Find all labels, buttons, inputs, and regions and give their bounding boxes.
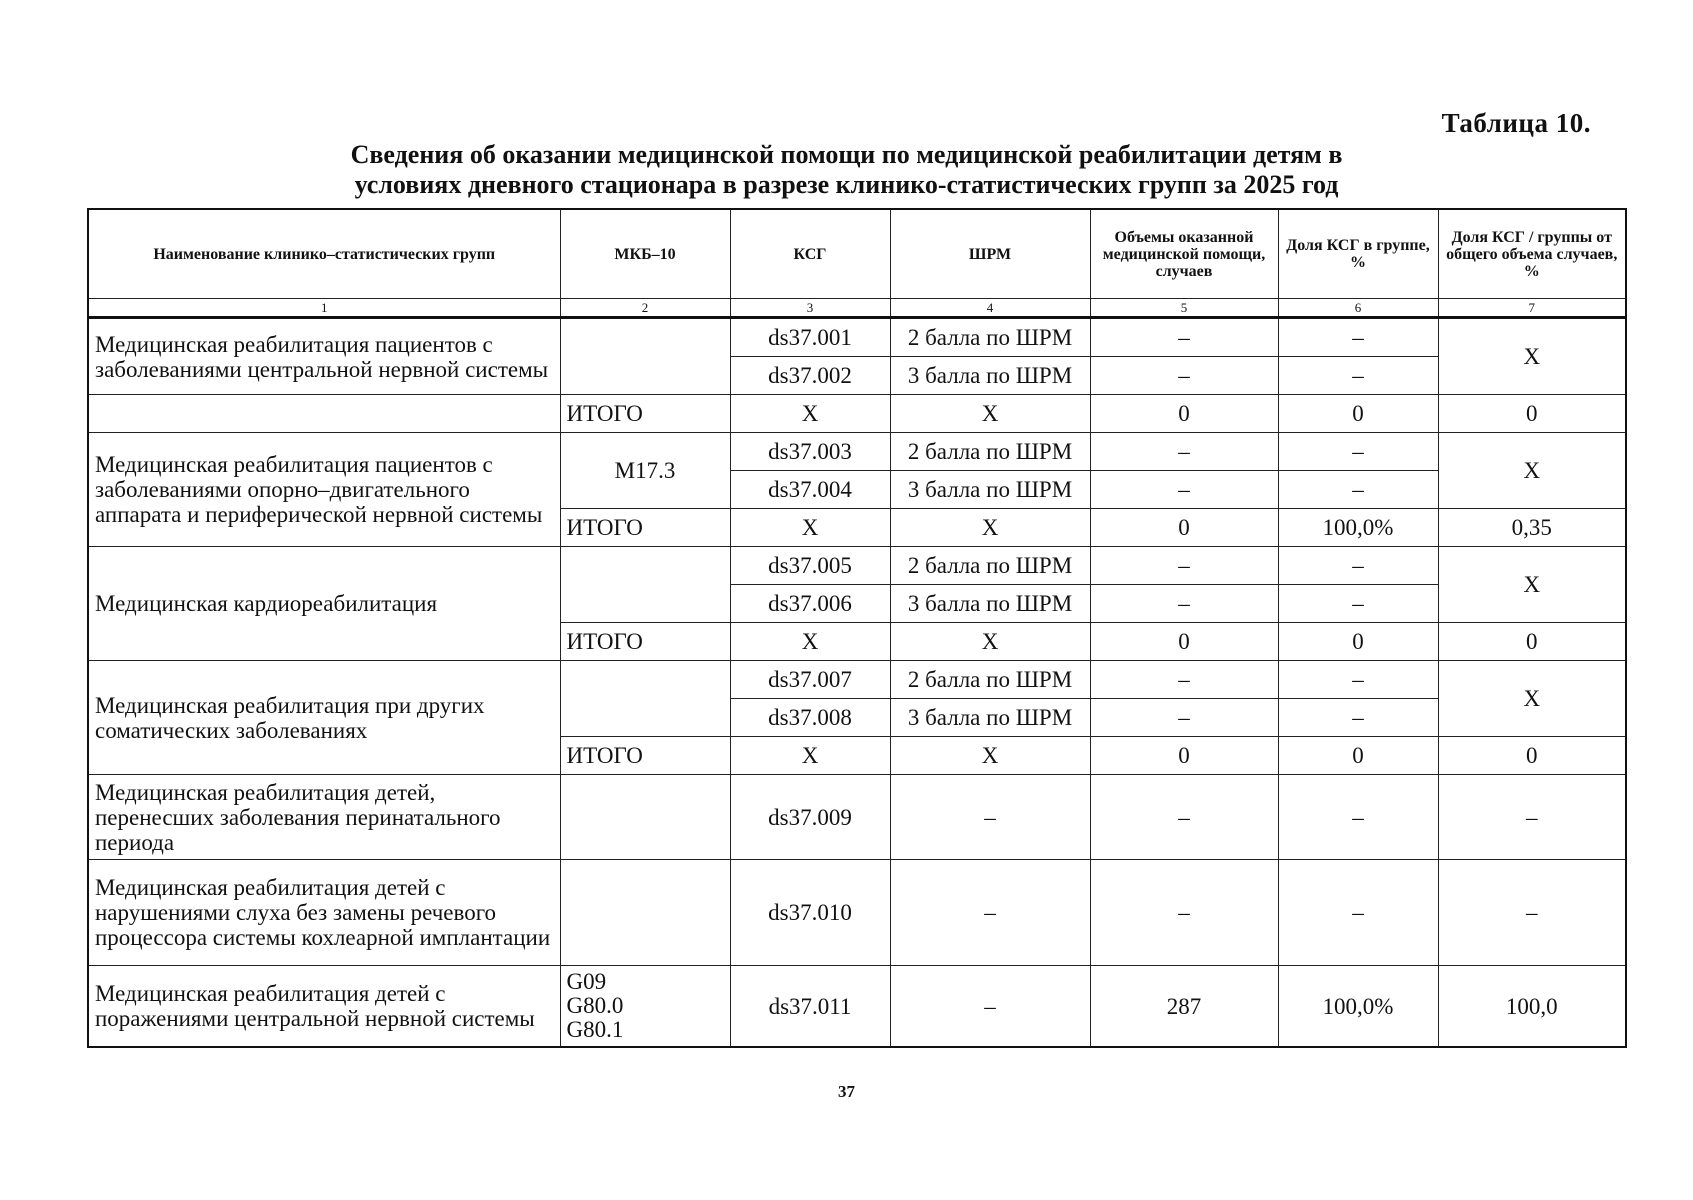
- group-icd: [560, 860, 730, 966]
- total-label: ИТОГО: [560, 623, 730, 661]
- total-share-value: 100,0: [1438, 966, 1626, 1048]
- share-value: –: [1278, 318, 1438, 357]
- shrm-value: 2 балла по ШРМ: [890, 661, 1090, 699]
- total-ksg: X: [730, 395, 890, 433]
- page-number: 37: [838, 1082, 855, 1101]
- ksg-code: ds37.010: [730, 860, 890, 966]
- column-number-row: [88, 299, 1626, 318]
- table-row: [88, 547, 1626, 585]
- shrm-value: 2 балла по ШРМ: [890, 318, 1090, 357]
- icd-code: G09: [566, 969, 607, 994]
- header-ksg: КСГ: [730, 209, 890, 299]
- ksg-code: ds37.006: [730, 585, 890, 623]
- shrm-value: –: [890, 966, 1090, 1048]
- total-label: ИТОГО: [560, 395, 730, 433]
- shrm-value: 2 балла по ШРМ: [890, 547, 1090, 585]
- share-value: –: [1278, 585, 1438, 623]
- ksg-code: ds37.009: [730, 775, 890, 860]
- total-label: ИТОГО: [560, 737, 730, 775]
- column-number: 2: [560, 299, 730, 318]
- table-label: Таблица 10.: [1441, 108, 1591, 138]
- document-title: [0, 140, 1693, 200]
- ksg-code: ds37.007: [730, 661, 890, 699]
- total-share-value: –: [1438, 860, 1626, 966]
- shrm-value: 3 балла по ШРМ: [890, 471, 1090, 509]
- icd-code: G80.0: [566, 993, 624, 1018]
- total-volume: 0: [1090, 737, 1278, 775]
- volume-value: –: [1090, 699, 1278, 737]
- total-share-of-total: 0: [1438, 395, 1626, 433]
- total-volume: 0: [1090, 509, 1278, 547]
- column-number: 5: [1090, 299, 1278, 318]
- ksg-code: ds37.011: [730, 966, 890, 1048]
- total-share-of-total: 0,35: [1438, 509, 1626, 547]
- total-share: 0: [1278, 737, 1438, 775]
- total-share: 0: [1278, 623, 1438, 661]
- group-name: Медицинская реабилитация пациентов с заболеваниями центральной нервной системы: [88, 318, 560, 395]
- ksg-code: ds37.008: [730, 699, 890, 737]
- total-shrm: X: [890, 509, 1090, 547]
- column-number: 3: [730, 299, 890, 318]
- column-number: 4: [890, 299, 1090, 318]
- ksg-table: [87, 208, 1627, 1048]
- group-icd: [560, 661, 730, 737]
- table-row: [88, 433, 1626, 471]
- total-share-value: X: [1438, 661, 1626, 737]
- total-share-value: X: [1438, 318, 1626, 395]
- share-value: –: [1278, 661, 1438, 699]
- share-value: –: [1278, 433, 1438, 471]
- ksg-code: ds37.002: [730, 357, 890, 395]
- title-line-2: условиях дневного стационара в разрезе клинико-статистических групп за 2025 год: [354, 170, 1339, 199]
- group-name-continuation: [88, 395, 560, 433]
- shrm-value: 3 балла по ШРМ: [890, 357, 1090, 395]
- group-name: Медицинская реабилитация детей, перенесших заболевания перинатального периода: [88, 775, 560, 860]
- header-share-in-group: Доля КСГ в группе, %: [1278, 209, 1438, 299]
- ksg-code: ds37.001: [730, 318, 890, 357]
- table-row: [88, 661, 1626, 699]
- header-share-of-total: Доля КСГ / группы от общего объема случаев, %: [1438, 209, 1626, 299]
- table-row: [88, 318, 1626, 357]
- table-row: [88, 860, 1626, 966]
- share-value: –: [1278, 547, 1438, 585]
- group-name: Медицинская реабилитация пациентов с заболеваниями опорно–двигательного аппарата и периферической нервной системы: [88, 433, 560, 547]
- volume-value: –: [1090, 433, 1278, 471]
- volume-value: –: [1090, 860, 1278, 966]
- total-share: 100,0%: [1278, 509, 1438, 547]
- share-value: –: [1278, 471, 1438, 509]
- table-row: [88, 966, 1626, 1048]
- group-icd-list: [560, 966, 730, 1048]
- ksg-code: ds37.005: [730, 547, 890, 585]
- total-volume: 0: [1090, 623, 1278, 661]
- total-share-value: X: [1438, 547, 1626, 623]
- group-name: Медицинская реабилитация при других соматических заболеваниях: [88, 661, 560, 775]
- shrm-value: 2 балла по ШРМ: [890, 433, 1090, 471]
- header-group-name: Наименование клинико–статистических групп: [88, 209, 560, 299]
- total-shrm: X: [890, 623, 1090, 661]
- group-icd: [560, 775, 730, 860]
- share-value: –: [1278, 357, 1438, 395]
- group-icd: [560, 547, 730, 623]
- share-value: 100,0%: [1278, 966, 1438, 1048]
- ksg-code: ds37.004: [730, 471, 890, 509]
- shrm-value: –: [890, 860, 1090, 966]
- total-ksg: X: [730, 737, 890, 775]
- shrm-value: 3 балла по ШРМ: [890, 585, 1090, 623]
- total-shrm: X: [890, 737, 1090, 775]
- total-share: 0: [1278, 395, 1438, 433]
- total-ksg: X: [730, 509, 890, 547]
- volume-value: –: [1090, 661, 1278, 699]
- group-icd: [560, 318, 730, 395]
- total-share-of-total: 0: [1438, 737, 1626, 775]
- title-line-1: Сведения об оказании медицинской помощи по медицинской реабилитации детям в: [350, 140, 1343, 169]
- volume-value: –: [1090, 585, 1278, 623]
- total-shrm: X: [890, 395, 1090, 433]
- shrm-value: 3 балла по ШРМ: [890, 699, 1090, 737]
- icd-code: G80.1: [566, 1017, 624, 1042]
- header-icd: МКБ–10: [560, 209, 730, 299]
- shrm-value: –: [890, 775, 1090, 860]
- group-icd: M17.3: [560, 433, 730, 509]
- header-row: [88, 209, 1626, 299]
- total-share-value: X: [1438, 433, 1626, 509]
- share-value: –: [1278, 860, 1438, 966]
- header-volume: Объемы оказанной медицинской помощи, случаев: [1090, 209, 1278, 299]
- ksg-code: ds37.003: [730, 433, 890, 471]
- header-shrm: ШРМ: [890, 209, 1090, 299]
- volume-value: 287: [1090, 966, 1278, 1048]
- column-number: 7: [1438, 299, 1626, 318]
- total-row: [88, 395, 1626, 433]
- column-number: 1: [88, 299, 560, 318]
- share-value: –: [1278, 699, 1438, 737]
- total-share-value: –: [1438, 775, 1626, 860]
- volume-value: –: [1090, 775, 1278, 860]
- table-row: [88, 775, 1626, 860]
- group-name: Медицинская реабилитация детей с нарушениями слуха без замены речевого процессора системы кохлеарной имплантации: [88, 860, 560, 966]
- share-value: –: [1278, 775, 1438, 860]
- total-label: ИТОГО: [560, 509, 730, 547]
- volume-value: –: [1090, 318, 1278, 357]
- volume-value: –: [1090, 357, 1278, 395]
- group-name: Медицинская кардиореабилитация: [88, 547, 560, 661]
- total-share-of-total: 0: [1438, 623, 1626, 661]
- volume-value: –: [1090, 471, 1278, 509]
- column-number: 6: [1278, 299, 1438, 318]
- group-name: Медицинская реабилитация детей с поражениями центральной нервной системы: [88, 966, 560, 1048]
- volume-value: –: [1090, 547, 1278, 585]
- total-ksg: X: [730, 623, 890, 661]
- total-volume: 0: [1090, 395, 1278, 433]
